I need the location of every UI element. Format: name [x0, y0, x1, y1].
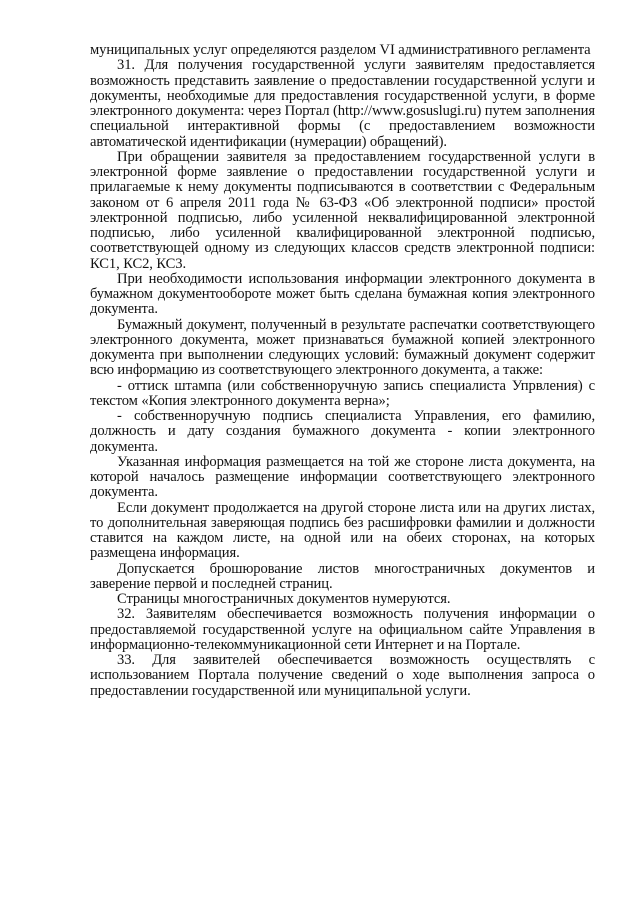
paragraph-31: 31. Для получения государственной услуги заявителям предоставляется возможность представить заявление о предоставлении государственной услуги и документы, необходимые для предоставления государственной услуги, в форме электронного документа: через Портал (http://www.gosuslugi.ru) путем заполнения специальной интерактивной формы (с предоставлением возможности автоматической идентификации (нумерации) обращений).: [90, 57, 595, 150]
paragraph-continued-document: Если документ продолжается на другой стороне листа или на других листах, то дополнительная заверяющая подпись без расшифровки фамилии и должности ставится на каждом листе, на одной или на обеих сторонах, на которых размещена информация.: [90, 499, 595, 562]
paragraph-continuation: муниципальных услуг определяются разделом VI административного регламента: [90, 42, 591, 58]
paragraph-binding: Допускается брошюрование листов многостраничных документов и заверение первой и последней страниц.: [90, 560, 595, 592]
paragraph-32: 32. Заявителям обеспечивается возможность получения информации о предоставляемой государственной услуге на официальном сайте Управления в информационно-телекоммуникационной сети Интернет и на Портале.: [90, 606, 595, 653]
paragraph-paper-copy: При необходимости использования информации электронного документа в бумажном документообороте может быть сделана бумажная копия электронного документа.: [90, 270, 595, 318]
paragraph-page-numbering: Страницы многостраничных документов нумеруются.: [117, 591, 451, 607]
paragraph-paper-document-conditions: Бумажный документ, полученный в результате распечатки соответствующего электронного документа, может признаваться бумажной копией электронного документа при выполнении следующих условий: бумажный документ содержит всю информацию из соответствующего электронного документа, а также:: [90, 316, 595, 379]
paragraph-electronic-signature: При обращении заявителя за предоставлением государственной услуги в электронной форме заявление о предоставлении государственной услуги и прилагаемые к нему документы подписываются в соответствии с Федеральным законом от 6 апреля 2011 года № 63-ФЗ «Об электронной подписи» простой электронной подписью, либо усиленной неквалифицированной электронной подписью, либо усиленной квалифицированной электронной подписью, соответствующей одному из следующих классов средств электронной подписи: КС1, КС2, КС3.: [90, 148, 595, 272]
document-body: [90, 43, 595, 699]
paragraph-info-placement: Указанная информация размещается на той же стороне листа документа, на которой началось размещение информации соответствующего электронного документа.: [90, 453, 595, 501]
list-item-stamp: - оттиск штампа (или собственноручную запись специалиста Упрвления) с текстом «Копия электронного документа верна»;: [90, 377, 595, 409]
paragraph-33: 33. Для заявителей обеспечивается возможность осуществлять с использованием Портала получение сведений о ходе выполнения запроса о предоставлении государственной или муниципальной услуги.: [90, 652, 595, 699]
list-item-signature: - собственноручную подпись специалиста Управления, его фамилию, должность и дату создания бумажного документа - копии электронного документа.: [90, 408, 595, 455]
